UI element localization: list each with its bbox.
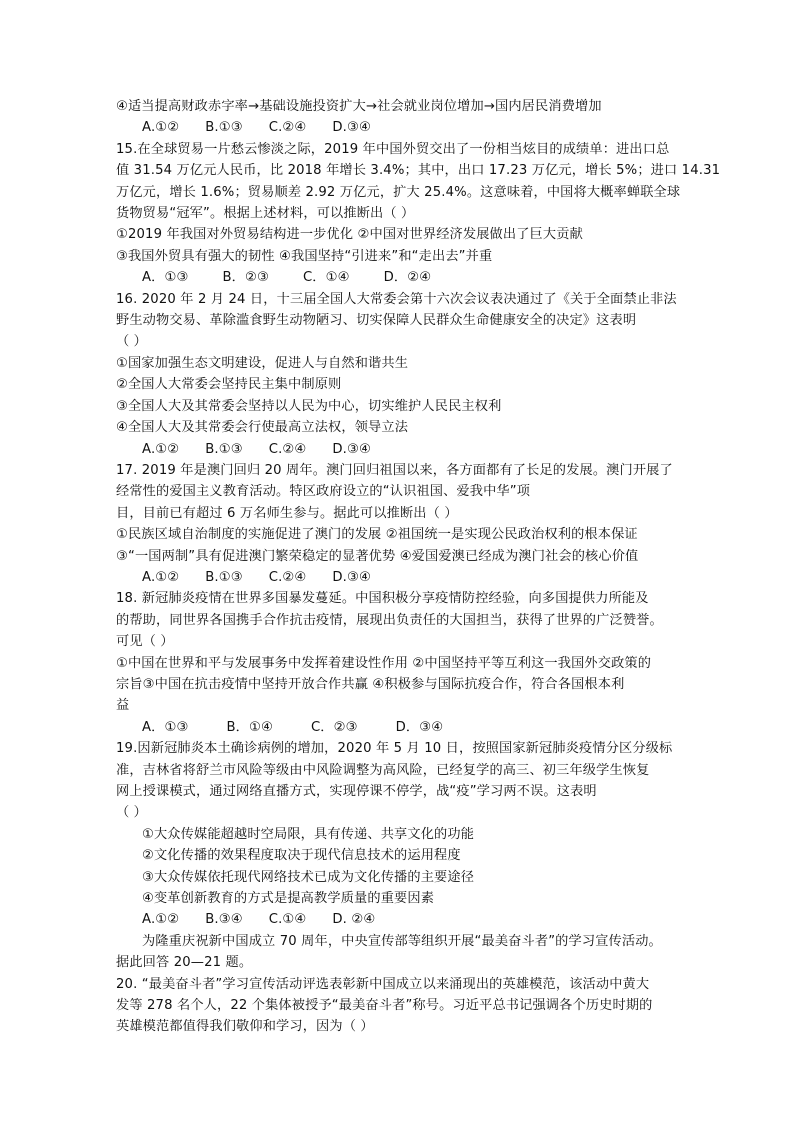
answer-option: A．①③ xyxy=(142,270,189,286)
answer-options xyxy=(116,267,684,288)
answer-option: B.③④ xyxy=(205,912,243,928)
text-line: 17. 2019 年是澳门回归 20 周年。澳门回归祖国以来，各方面都有了长足的发展。澳门开展了 xyxy=(116,462,673,478)
text-line: 宗旨③中国在抗击疫情中坚持开放合作共赢 ④积极参与国际抗疫合作，符合各国根本利 xyxy=(116,676,625,692)
answer-options xyxy=(116,439,684,460)
answer-options xyxy=(116,117,684,138)
text-line: 18. 新冠肺炎疫情在世界多国暴发蔓延。中国积极分享疫情防控经验，向多国提供力所能及 xyxy=(116,591,649,607)
text-line: 目，目前已有超过 6 万名师生参与。据此可以推断出（ ） xyxy=(116,505,458,521)
answer-option: C.①④ xyxy=(268,912,307,928)
text-line: 货物贸易“冠军”。根据上述材料，可以推断出（ ） xyxy=(116,206,415,222)
text-line: ①民族区域自治制度的实施促进了澳门的发展 ②祖国统一是实现公民政治权利的根本保证 xyxy=(116,527,638,543)
text-line: 经常性的爱国主义教育活动。特区政府设立的“认识祖国、爱我中华”项 xyxy=(116,484,531,500)
answer-option: D.③④ xyxy=(332,569,371,585)
text-line: ③全国人大及其常委会坚持以人民为中心，切实维护人民民主权利 xyxy=(116,398,502,414)
text-line: ①大众传媒能超越时空局限，具有传递、共享文化的功能 xyxy=(142,826,475,842)
text-line: （ ） xyxy=(116,805,148,821)
answer-options xyxy=(116,909,684,930)
exam-page xyxy=(116,96,721,1038)
text-line: ②文化传播的效果程度取决于现代信息技术的运用程度 xyxy=(142,848,461,864)
text-line: ④适当提高财政赤字率→基础设施投资扩大→社会就业岗位增加→国内居民消费增加 xyxy=(116,99,602,114)
answer-option: B．①④ xyxy=(226,719,273,735)
answer-option: D.③④ xyxy=(332,441,371,457)
answer-option: D.③④ xyxy=(332,120,371,136)
text-line: 万亿元，增长 1.6%；贸易顺差 2.92 万亿元，扩大 25.4%。这意味着，中国将大概率蝉联全球 xyxy=(116,184,681,200)
text-line: 英雄模范都值得我们敬仰和学习，因为（ ） xyxy=(116,1019,374,1035)
answer-option: D．③④ xyxy=(395,719,444,735)
answer-option: C．①④ xyxy=(302,270,350,286)
text-line: 20. “最美奋斗者”学习宣传活动评选表彰新中国成立以来涌现出的英雄模范，该活动中黄大 xyxy=(116,976,650,992)
text-line: ②全国人大常委会坚持民主集中制原则 xyxy=(116,377,342,393)
answer-options xyxy=(116,567,684,588)
answer-option: A.①② xyxy=(142,120,180,136)
answer-option: B.①③ xyxy=(205,441,243,457)
answer-option: A．①③ xyxy=(142,719,189,735)
text-line: 发等 278 名个人，22 个集体被授予“最美奋斗者”称号。习近平总书记强调各个历史时期的 xyxy=(116,998,653,1014)
answer-option: A.①② xyxy=(142,569,180,585)
text-line: 准，吉林省将舒兰市风险等级由中风险调整为高风险，已经复学的高三、初三年级学生恢复 xyxy=(116,762,650,778)
answer-option: C.②④ xyxy=(268,569,307,585)
text-line: ③我国外贸具有强大的韧性 ④我国坚持“引进来”和“走出去”并重 xyxy=(116,248,493,264)
text-line: ③大众传媒依托现代网络技术已成为文化传播的主要途径 xyxy=(142,869,475,885)
text-line: ③“一国两制”具有促进澳门繁荣稳定的显著优势 ④爱国爱澳已经成为澳门社会的核心价值 xyxy=(116,548,639,564)
text-line: ④全国人大及其常委会行使最高立法权，领导立法 xyxy=(116,420,409,436)
text-line: ④变革创新教育的方式是提高教学质量的重要因素 xyxy=(142,891,435,907)
answer-option: C.②④ xyxy=(268,120,307,136)
text-line: ①中国在世界和平与发展事务中发挥着建设性作用 ②中国坚持平等互利这一我国外交政策的 xyxy=(116,655,652,671)
text-line: 的帮助，同世界各国携手合作抗击疫情，展现出负责任的大国担当，获得了世界的广泛赞誉。 xyxy=(116,612,663,628)
text-line: 据此回答 20—21 题。 xyxy=(116,955,253,971)
answer-option: A.①② xyxy=(142,912,180,928)
answer-option: B．②③ xyxy=(222,270,269,286)
text-line: （ ） xyxy=(116,334,148,350)
answer-options xyxy=(116,717,684,738)
answer-option: B.①③ xyxy=(205,120,243,136)
text-line: 可见（ ） xyxy=(116,634,174,650)
text-line: 15.在全球贸易一片愁云惨淡之际，2019 年中国外贸交出了一份相当炫目的成绩单：进出口总 xyxy=(116,141,670,157)
text-line: 16. 2020 年 2 月 24 日，十三届全国人大常委会第十六次会议表决通过了《关于全面禁止非法 xyxy=(116,291,677,307)
text-line: ①2019 年我国对外贸易结构进一步优化 ②中国对世界经济发展做出了巨大贡献 xyxy=(116,227,583,243)
text-line: 值 31.54 万亿元人民币，比 2018 年增长 3.4%；其中，出口 17.23 万亿元，增长 5%；进口 14.31 xyxy=(116,163,721,179)
text-line: 益 xyxy=(116,698,130,714)
answer-option: B.①③ xyxy=(205,569,243,585)
text-line: 网上授课模式，通过网络直播方式，实现停课不停学，战“疫”学习两不误。这表明 xyxy=(116,784,597,799)
text-line: 19.因新冠肺炎本土确诊病例的增加，2020 年 5 月 10 日，按照国家新冠肺炎疫情分区分级标 xyxy=(116,741,673,757)
text-line: ①国家加强生态文明建设，促进人与自然和谐共生 xyxy=(116,355,409,371)
text-line: 野生动物交易、革除滥食野生动物陋习、切实保障人民群众生命健康安全的决定》这表明 xyxy=(116,313,637,329)
answer-option: D．②④ xyxy=(383,270,432,286)
answer-option: A.①② xyxy=(142,441,180,457)
answer-option: C.②④ xyxy=(268,441,307,457)
text-line: 为隆重庆祝新中国成立 70 周年，中央宣传部等组织开展“最美奋斗者”的学习宣传活动。 xyxy=(142,933,662,949)
answer-option: D. ②④ xyxy=(332,912,376,928)
answer-option: C．②③ xyxy=(310,719,358,735)
